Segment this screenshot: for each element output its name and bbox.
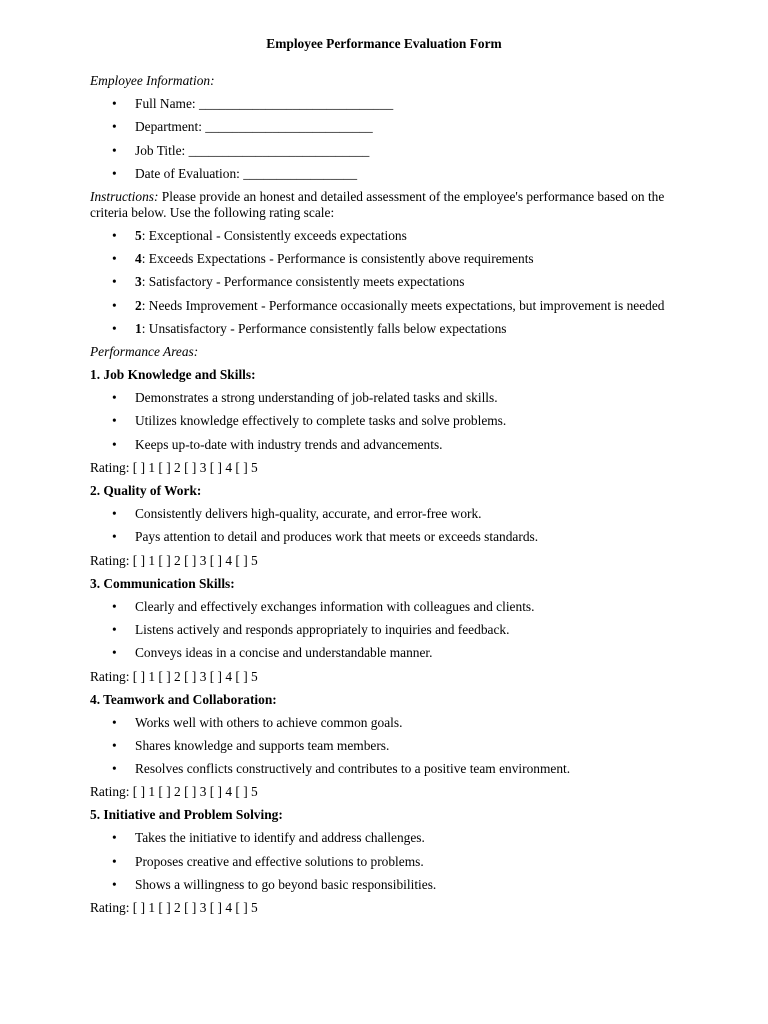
employee-info-heading: Employee Information: xyxy=(90,73,215,88)
criteria-item: • Listens actively and responds appropriately to inquiries and feedback. xyxy=(90,622,690,638)
rating-line: Rating: [ ] 1 [ ] 2 [ ] 3 [ ] 4 [ ] 5 xyxy=(90,900,258,916)
rating-scale-item xyxy=(90,228,690,244)
section-heading: 5. Initiative and Problem Solving: xyxy=(90,807,283,823)
section-criteria-list xyxy=(90,715,690,777)
field-job-title: • Job Title: ___________________________ xyxy=(90,143,690,159)
criteria-item: • Utilizes knowledge effectively to complete tasks and solve problems. xyxy=(90,413,690,429)
rating-scale-item xyxy=(90,298,690,314)
rating-scale-item xyxy=(90,274,690,290)
criteria-item: • Shows a willingness to go beyond basic responsibilities. xyxy=(90,877,690,893)
criteria-item: • Clearly and effectively exchanges information with colleagues and clients. xyxy=(90,599,690,615)
rating-scale-number: 2 xyxy=(135,297,142,313)
performance-areas-heading: Performance Areas: xyxy=(90,344,199,360)
instructions-paragraph xyxy=(90,189,690,220)
rating-scale-item xyxy=(90,251,690,267)
criteria-item: • Proposes creative and effective solutions to problems. xyxy=(90,854,690,870)
page-title: Employee Performance Evaluation Form xyxy=(266,36,502,51)
rating-line: Rating: [ ] 1 [ ] 2 [ ] 3 [ ] 4 [ ] 5 xyxy=(90,460,258,476)
section-criteria-list xyxy=(90,830,690,892)
section-heading: 3. Communication Skills: xyxy=(90,575,235,591)
rating-scale-number: 5 xyxy=(135,227,142,243)
criteria-item: • Pays attention to detail and produces work that meets or exceeds standards. xyxy=(90,529,690,545)
rating-line: Rating: [ ] 1 [ ] 2 [ ] 3 [ ] 4 [ ] 5 xyxy=(90,668,258,684)
instructions-text: Please provide an honest and detailed assessment of the employee's performance based on the criteria below. Use the following rating scale: xyxy=(90,189,665,220)
criteria-item: • Works well with others to achieve common goals. xyxy=(90,715,690,731)
document-body xyxy=(90,73,690,923)
section-heading: 4. Teamwork and Collaboration: xyxy=(90,691,277,707)
criteria-item: • Conveys ideas in a concise and understandable manner. xyxy=(90,645,690,661)
rating-scale-text: : Needs Improvement - Performance occasionally meets expectations, but improvement is needed xyxy=(141,297,665,313)
field-date-of-evaluation: • Date of Evaluation: _________________ xyxy=(90,166,690,182)
rating-scale-list xyxy=(90,228,690,337)
section-heading: 1. Job Knowledge and Skills: xyxy=(90,367,256,383)
rating-scale-item xyxy=(90,321,690,337)
criteria-item: • Resolves conflicts constructively and contributes to a positive team environment. xyxy=(90,761,690,777)
criteria-item: • Consistently delivers high-quality, accurate, and error-free work. xyxy=(90,506,690,522)
rating-scale-number: 3 xyxy=(135,274,142,290)
rating-scale-number: 4 xyxy=(135,250,142,266)
section-criteria-list xyxy=(90,599,690,661)
section-heading: 2. Quality of Work: xyxy=(90,483,202,499)
criteria-item: • Demonstrates a strong understanding of job-related tasks and skills. xyxy=(90,390,690,406)
rating-scale-text: : Satisfactory - Performance consistently meets expectations xyxy=(141,274,465,290)
instructions-label: Instructions: xyxy=(90,189,159,205)
field-department: • Department: _________________________ xyxy=(90,119,690,135)
criteria-item: • Takes the initiative to identify and address challenges. xyxy=(90,830,690,846)
employee-info-fields xyxy=(90,96,690,181)
rating-line: Rating: [ ] 1 [ ] 2 [ ] 3 [ ] 4 [ ] 5 xyxy=(90,552,258,568)
rating-scale-text: : Exceeds Expectations - Performance is consistently above requirements xyxy=(141,250,534,266)
criteria-item: • Keeps up-to-date with industry trends and advancements. xyxy=(90,437,690,453)
criteria-item: • Shares knowledge and supports team members. xyxy=(90,738,690,754)
section-criteria-list xyxy=(90,390,690,452)
field-full-name: • Full Name: _____________________________ xyxy=(90,96,690,112)
rating-scale-text: : Exceptional - Consistently exceeds expectations xyxy=(141,227,407,243)
rating-scale-number: 1 xyxy=(135,320,142,336)
section-criteria-list xyxy=(90,506,690,545)
rating-scale-text: : Unsatisfactory - Performance consistently falls below expectations xyxy=(141,320,507,336)
rating-line: Rating: [ ] 1 [ ] 2 [ ] 3 [ ] 4 [ ] 5 xyxy=(90,784,258,800)
